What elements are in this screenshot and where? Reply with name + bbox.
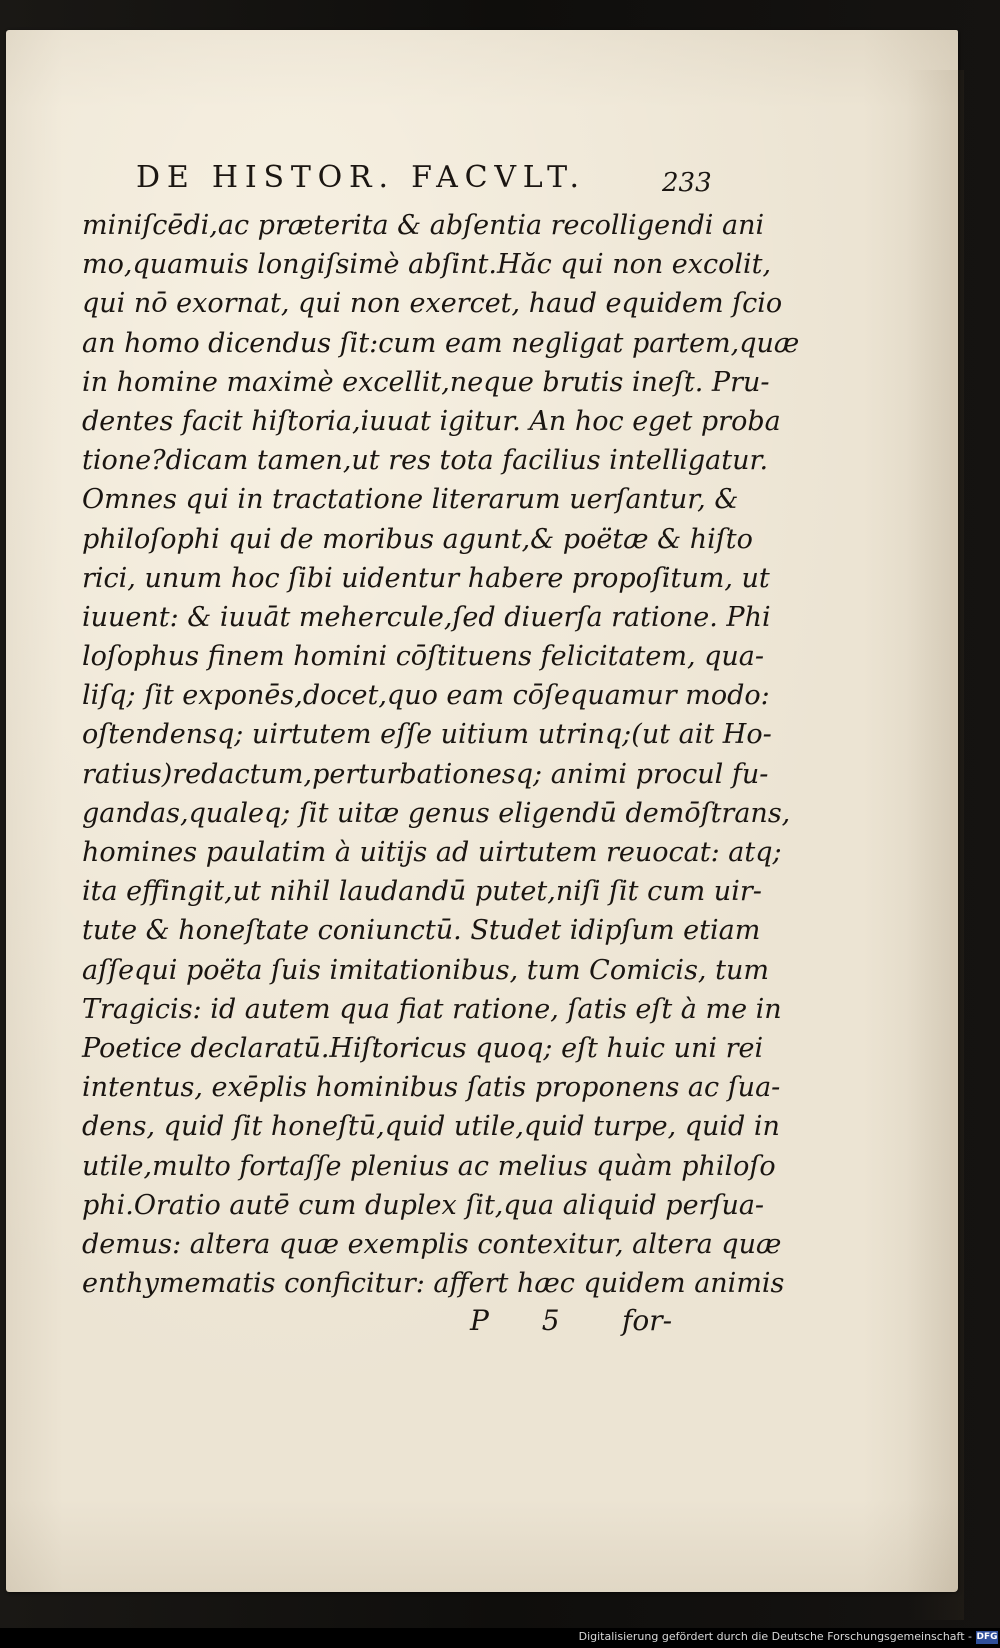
text-line: dens, quid ſit honeſtū,quid utile,quid turpe, quid in xyxy=(82,1111,780,1143)
text-line: utile,multo fortaſſe plenius ac melius quàm philoſo xyxy=(82,1150,776,1182)
text-line: philoſophi qui de moribus agunt,& poëtæ & hiſto xyxy=(82,523,753,555)
dfg-logo[interactable]: DFG xyxy=(976,1632,998,1642)
text-line: ratius)redactum,perturbationesq; animi procul fu- xyxy=(82,758,769,790)
text-line: gandas,qualeq; ſit uitæ genus eligendū demōſtrans, xyxy=(82,797,791,829)
text-line: dentes facit hiſtoria,iuuat igitur. An hoc eget proba xyxy=(82,405,781,437)
text-line: oſtendensq; uirtutem eſſe uitium utrinq;(ut ait Ho- xyxy=(82,719,772,751)
page-shadow-edge xyxy=(906,70,964,1620)
text-line: Tragicis: id autem qua fiat ratione, ſatis eſt à me in xyxy=(82,993,782,1025)
running-head xyxy=(136,160,716,208)
text-line: phi.Oratio autē cum duplex ſit,qua aliquid perſua- xyxy=(82,1189,765,1221)
body-text xyxy=(82,206,800,1303)
text-line: iuuent: & iuuāt mehercule,ſed diuerſa ratione. Phi xyxy=(82,601,771,633)
text-line: ita effingit,ut nihil laudandū putet,niſi ſit cum uir- xyxy=(82,876,762,908)
text-line: enthymematis conficitur: affert hæc quidem animis xyxy=(82,1268,785,1300)
text-line: Omnes qui in tractatione literarum uerſantur, & xyxy=(82,484,739,516)
signature-mark: P 5 xyxy=(470,1304,582,1337)
text-line: tute & honeſtate coniunctū. Studet idipſum etiam xyxy=(82,915,761,947)
text-line: Poetice declaratū.Hiſtoricus quoq; eſt huic uni rei xyxy=(82,1032,764,1064)
text-line: rici, unum hoc ſibi uidentur habere propoſitum, ut xyxy=(82,562,770,594)
text-line: intentus, exēplis hominibus ſatis proponens ac ſua- xyxy=(82,1072,781,1104)
text-line: miniſcēdi,ac præterita & abſentia recolligendi ani xyxy=(82,210,765,241)
digitization-footer xyxy=(0,1628,1000,1648)
text-line: loſophus finem homini cōſtituens felicitatem, qua- xyxy=(82,641,765,673)
text-line: an homo dicendus ſit:cum eam negligat partem,quæ xyxy=(82,327,800,359)
text-line: aſſequi poëta ſuis imitationibus, tum Comicis, tum xyxy=(82,954,769,986)
text-line: tione?dicam tamen,ut res tota facilius intelligatur. xyxy=(82,445,769,477)
text-line: homines paulatim à uitijs ad uirtutem reuocat: atq; xyxy=(82,837,782,868)
page-number: 233 xyxy=(662,168,712,198)
catchword: for- xyxy=(622,1304,673,1337)
text-line: in homine maximè excellit,neque brutis ineſt. Pru- xyxy=(82,366,770,398)
text-line: mo,quamuis longiſsimè abſint.Hăc qui non excolit, xyxy=(82,249,772,281)
catchline xyxy=(470,1304,690,1344)
running-head-title: DE HISTOR. FACVLT. xyxy=(136,160,586,195)
funding-credit: Digitalisierung gefördert durch die Deutsche Forschungsgemeinschaft - xyxy=(578,1630,972,1643)
book-page xyxy=(6,30,958,1592)
text-line: liſq; ſit exponēs,docet,quo eam cōſequamur modo: xyxy=(82,680,770,712)
text-line: qui nō exornat, qui non exercet, haud equidem ſcio xyxy=(82,288,783,320)
text-line: demus: altera quæ exemplis contexitur, altera quæ xyxy=(82,1228,782,1260)
